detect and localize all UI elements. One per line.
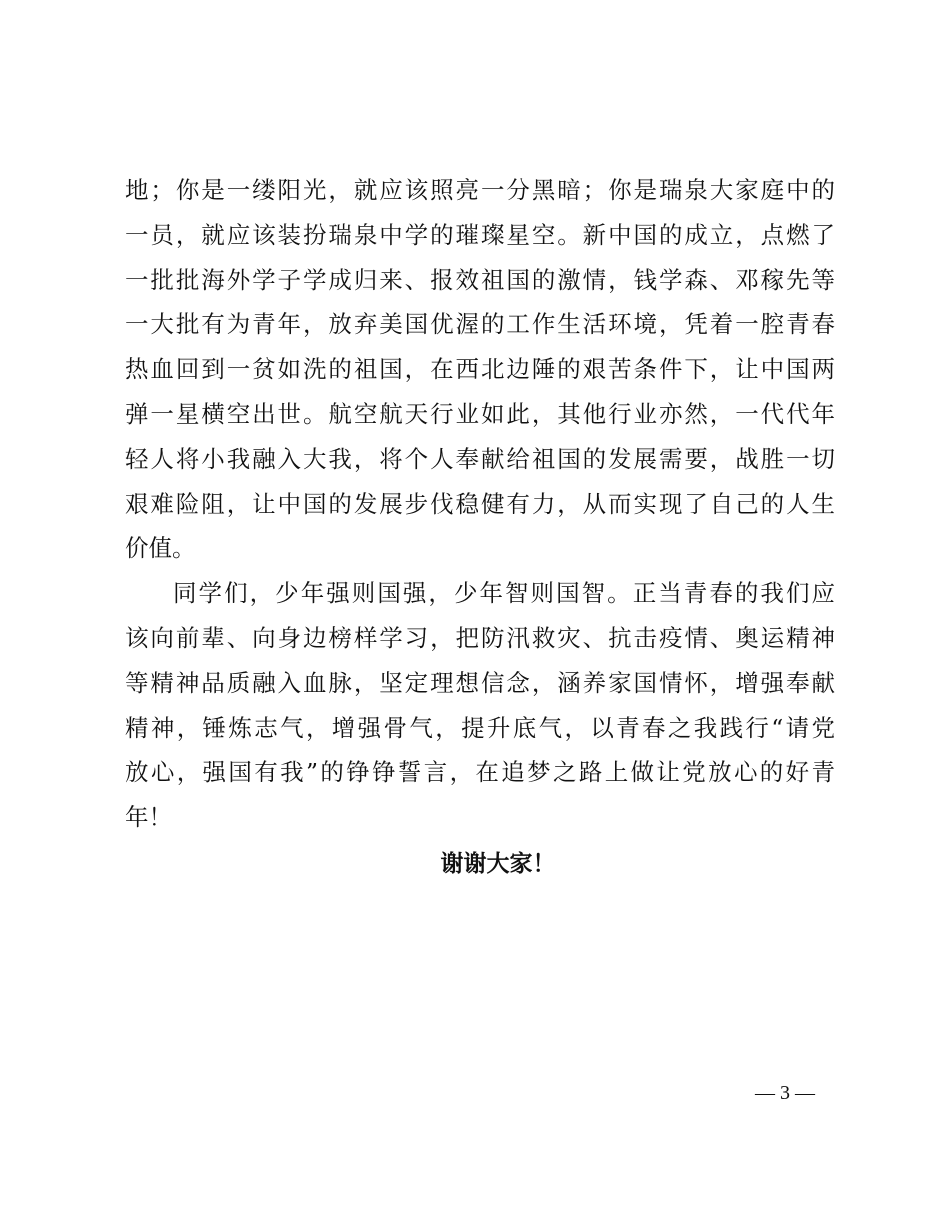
paragraph-2-line: 精神，锤炼志气，增强骨气，提升底气，以青春之我践行“请党	[125, 713, 835, 742]
paragraph-1-line: 一大批有为青年，放弃美国优渥的工作生活环境，凭着一腔青春	[125, 310, 835, 339]
page-number: — 3 —	[755, 1082, 815, 1104]
paragraph-2-line: 该向前辈、向身边榜样学习，把防汛救灾、抗击疫情、奥运精神	[125, 623, 835, 652]
body-text	[125, 168, 835, 840]
paragraph-1-line: 热血回到一贫如洗的祖国，在西北边陲的艰苦条件下，让中国两	[125, 355, 835, 384]
paragraph-1-line: 艰难险阻，让中国的发展步伐稳健有力，从而实现了自己的人生	[125, 489, 835, 518]
paragraph-1-line: 弹一星横空出世。航空航天行业如此，其他行业亦然，一代代年	[125, 399, 835, 428]
paragraph-2-line: 同学们，少年强则国强，少年智则国智。正当青春的我们应	[173, 579, 835, 608]
paragraph-1-line: 轻人将小我融入大我，将个人奉献给祖国的发展需要，战胜一切	[125, 444, 835, 473]
paragraph-1-line: 一员，就应该装扮瑞泉中学的璀璨星空。新中国的成立，点燃了	[125, 220, 835, 249]
closing-thanks: 谢谢大家！	[440, 850, 556, 877]
paragraph-1-line: 价值。	[125, 534, 196, 563]
paragraph-1-line: 地；你是一缕阳光，就应该照亮一分黑暗；你是瑞泉大家庭中的	[125, 176, 835, 204]
paragraph-2-line: 放心，强国有我”的铮铮誓言，在追梦之路上做让党放心的好青	[125, 758, 835, 787]
paragraph-1-line: 一批批海外学子学成归来、报效祖国的激情，钱学森、邓稼先等	[125, 265, 835, 294]
paragraph-2-line: 年！	[125, 803, 172, 832]
paragraph-2-line: 等精神品质融入血脉，坚定理想信念，涵养家国情怀，增强奉献	[125, 668, 835, 697]
